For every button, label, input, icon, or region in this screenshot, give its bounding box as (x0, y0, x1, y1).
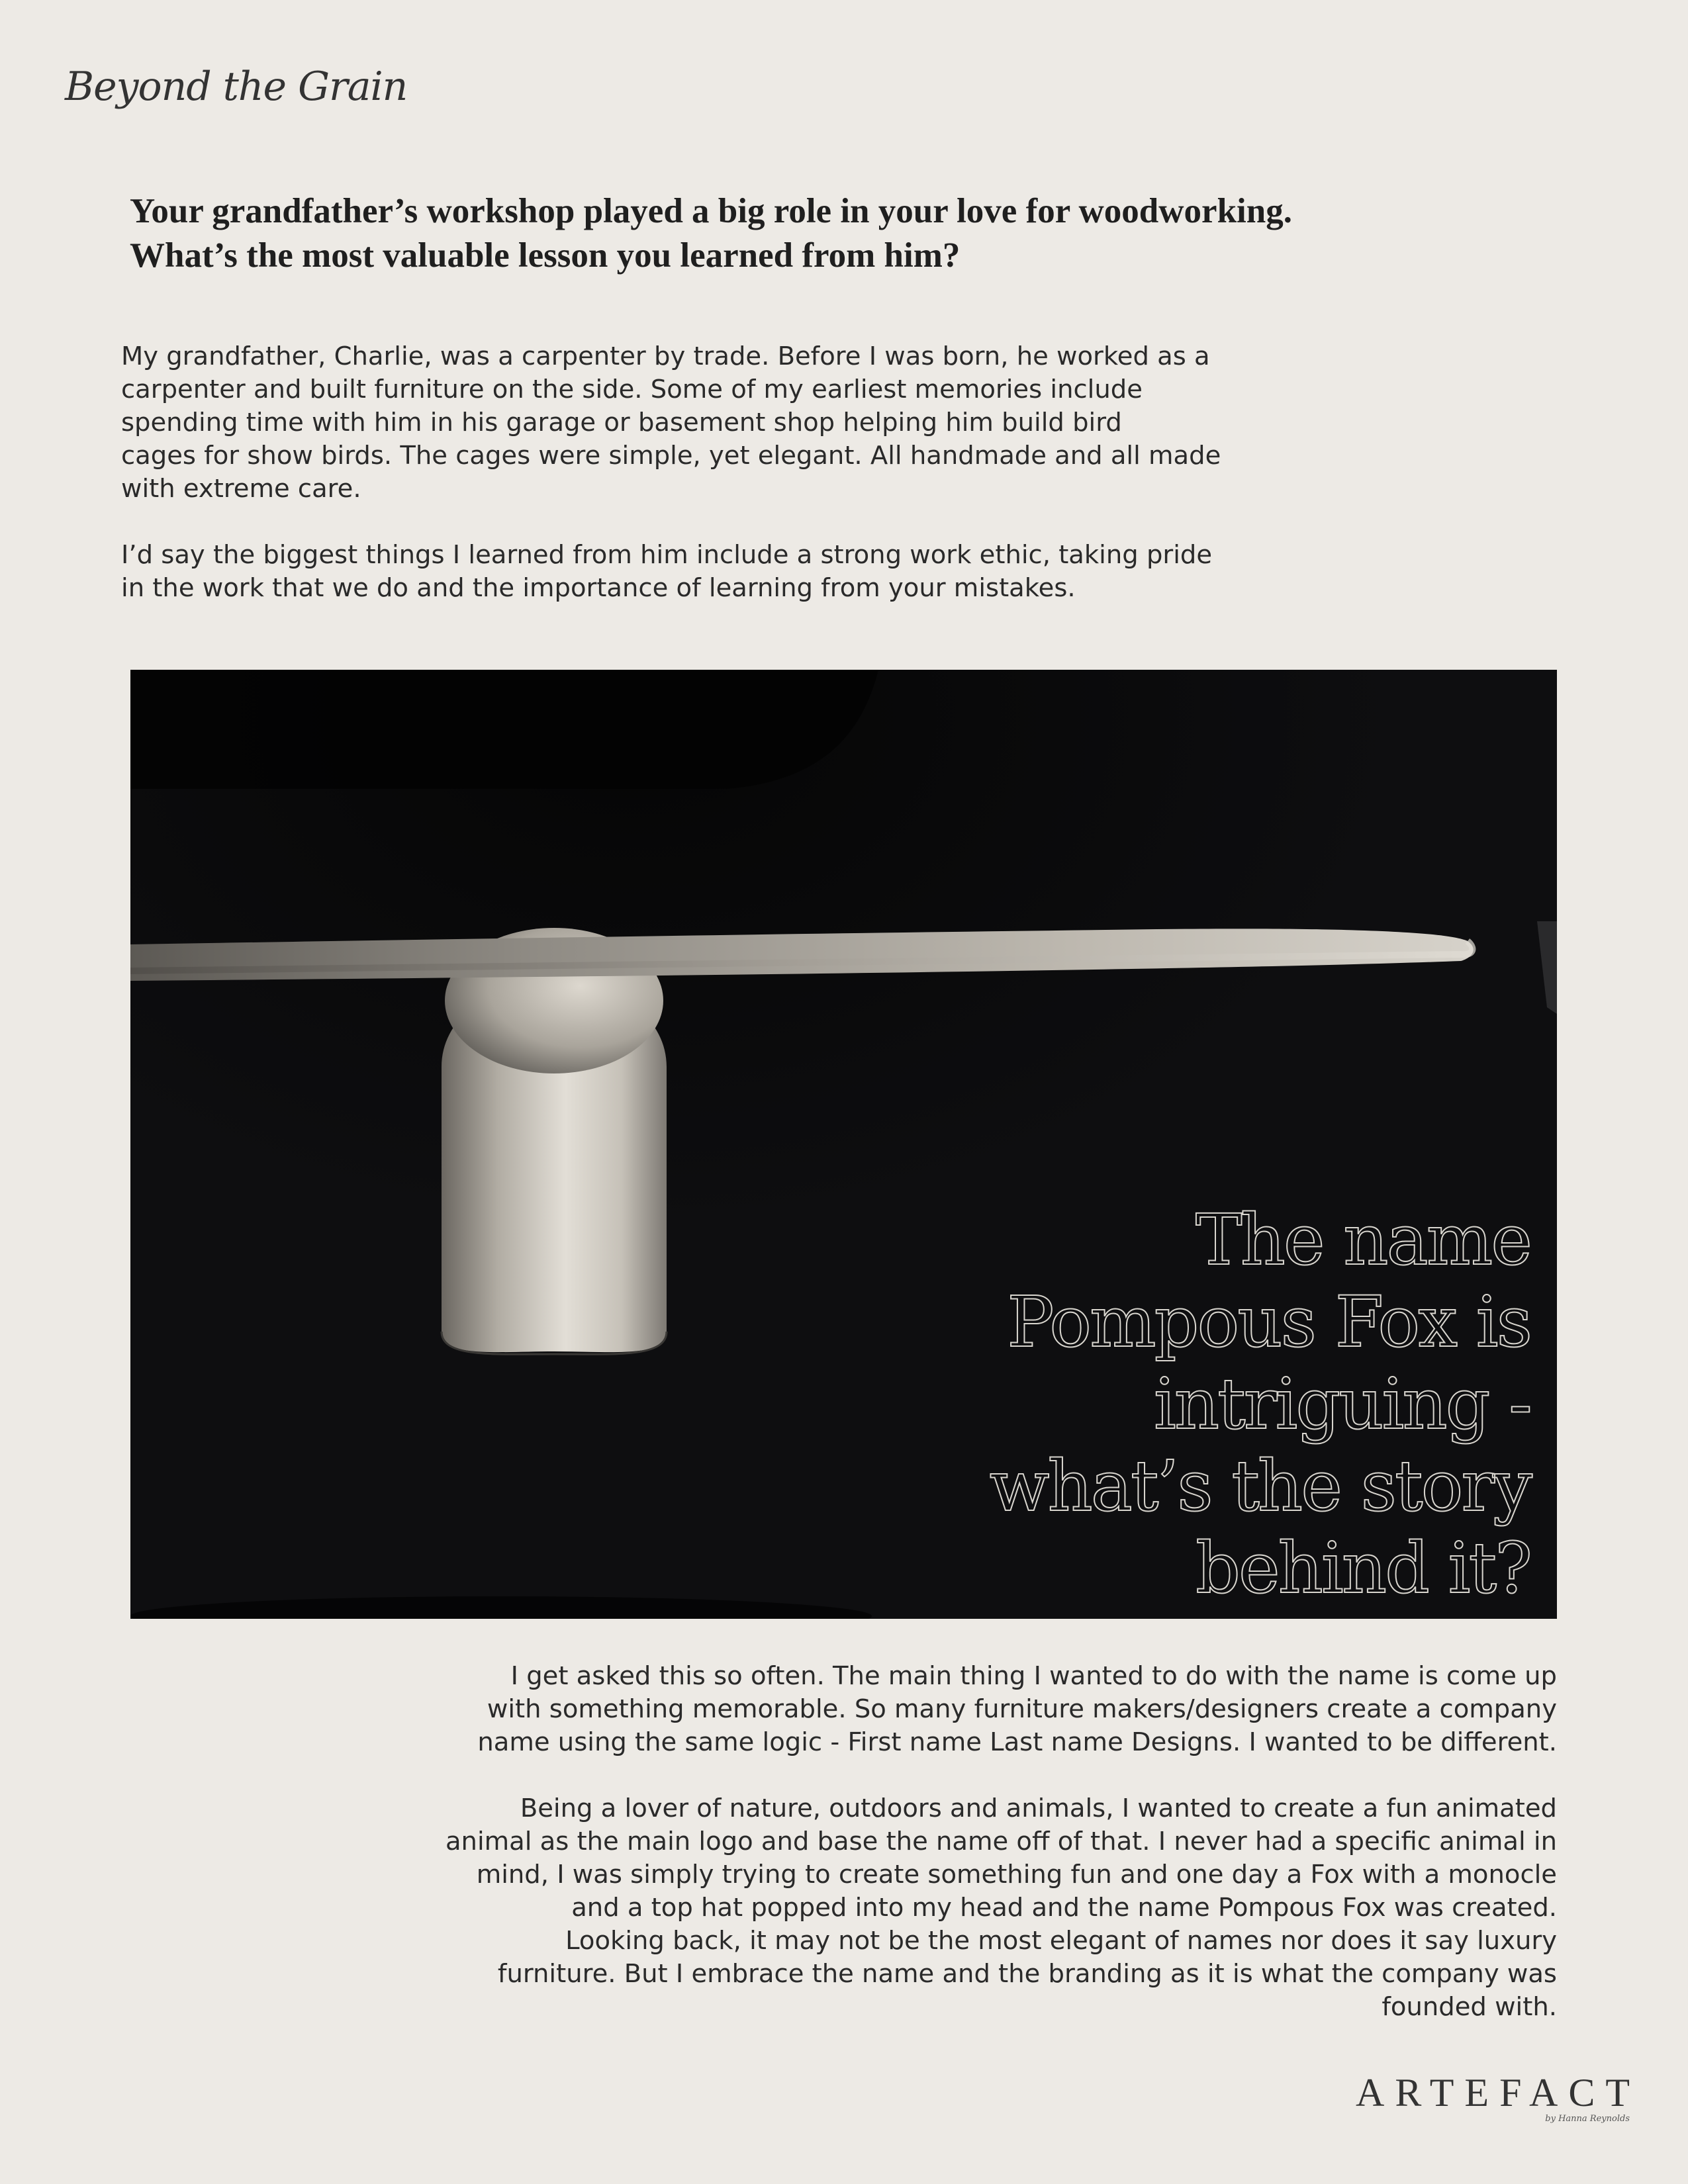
answer-line: I’d say the biggest things I learned from him include a strong work ethic, taking pride (121, 540, 1213, 570)
answer-paragraph (299, 1792, 1557, 2024)
answer-line: My grandfather, Charlie, was a carpenter by trade. Before I was born, he worked as a (121, 341, 1210, 371)
answer-line: animal as the main logo and base the name off of that. I never had a specific animal in (445, 1827, 1557, 1856)
answer-paragraph (299, 1660, 1557, 1759)
answer-line: carpenter and built furniture on the side. Some of my earliest memories include (121, 375, 1143, 404)
answer-line: and a top hat popped into my head and the name Pompous Fox was created. (571, 1893, 1557, 1923)
logo-wordmark: ARTEFACT (1356, 2071, 1640, 2115)
answer-line: with extreme care. (121, 474, 361, 504)
overlay-line: what’s the story (989, 1445, 1530, 1527)
interview-answer-1 (121, 340, 1313, 638)
answer-line: with something memorable. So many furniture makers/designers create a company (487, 1694, 1557, 1724)
overlay-line: behind it? (1196, 1527, 1530, 1609)
interview-answer-2 (299, 1660, 1557, 2057)
table-photo (130, 670, 1557, 1619)
answer-line: name using the same logic - First name Last name Designs. I wanted to be different. (477, 1727, 1557, 1757)
section-title: Beyond the Grain (65, 64, 408, 110)
answer-line: in the work that we do and the importance of learning from your mistakes. (121, 573, 1076, 603)
answer-line: Looking back, it may not be the most elegant of names nor does it say luxury (565, 1926, 1557, 1956)
answer-line: spending time with him in his garage or basement shop helping him build bird (121, 408, 1122, 437)
logo-signature: by Hanna Reynolds (1545, 2114, 1630, 2124)
question-line: Your grandfather’s workshop played a big role in your love for woodworking. (130, 192, 1293, 230)
interview-question-1 (130, 189, 1387, 278)
question-line: What’s the most valuable lesson you learned from him? (130, 236, 961, 275)
overlay-line: The name (1195, 1199, 1530, 1281)
overlay-line: Pompous Fox is (1007, 1281, 1530, 1363)
answer-line: I get asked this so often. The main thing I wanted to do with the name is come up (510, 1661, 1557, 1691)
answer-line: furniture. But I embrace the name and the branding as it is what the company was (497, 1959, 1557, 1989)
answer-line: mind, I was simply trying to create something fun and one day a Fox with a monocle (476, 1860, 1557, 1889)
overlay-line: intriguing - (1154, 1363, 1530, 1445)
artefact-logo (1356, 2071, 1640, 2124)
answer-line: Being a lover of nature, outdoors and animals, I wanted to create a fun animated (520, 1794, 1557, 1823)
overlay-question (990, 1199, 1530, 1610)
answer-line: founded with. (1382, 1992, 1557, 2022)
answer-line: cages for show birds. The cages were simple, yet elegant. All handmade and all made (121, 441, 1221, 471)
answer-paragraph (121, 340, 1313, 506)
answer-paragraph (121, 539, 1313, 605)
